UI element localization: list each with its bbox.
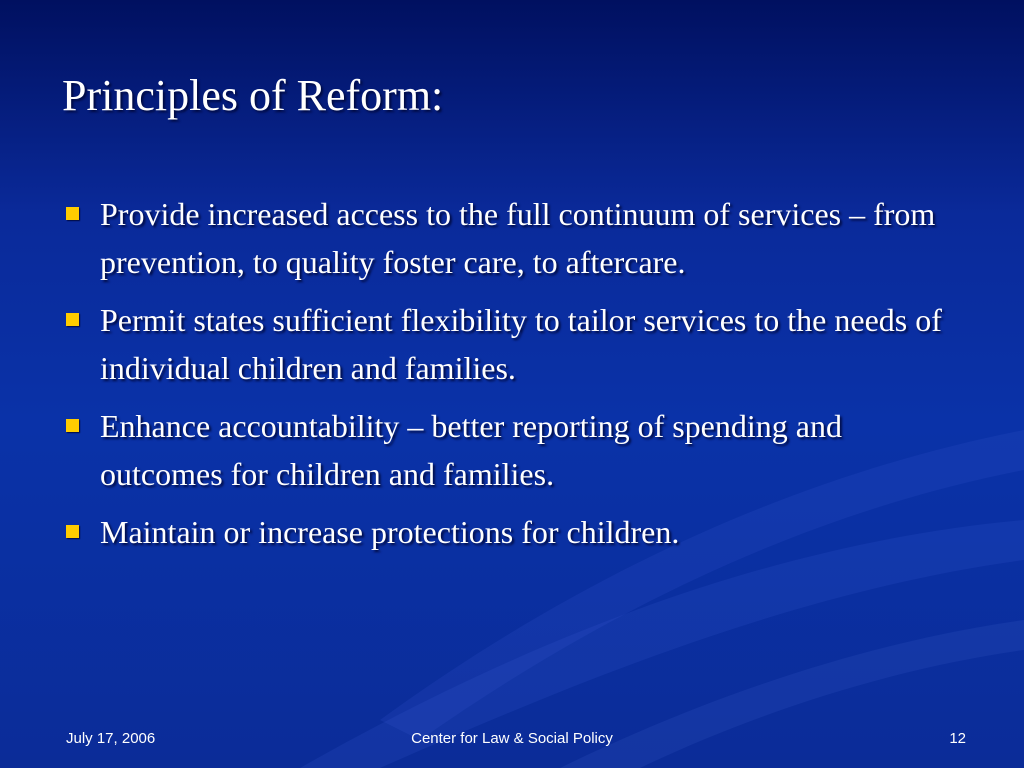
square-bullet-icon xyxy=(66,525,79,538)
footer-page-number: 12 xyxy=(949,730,966,747)
bullet-list xyxy=(66,190,966,566)
slide-title: Principles of Reform: xyxy=(62,71,444,120)
square-bullet-icon xyxy=(66,419,79,432)
square-bullet-icon xyxy=(66,313,79,326)
bullet-text: Provide increased access to the full continuum of services – from prevention, to quality foster care, to aftercare. xyxy=(100,196,936,280)
bullet-text: Maintain or increase protections for children. xyxy=(100,514,680,550)
bullet-text: Permit states sufficient flexibility to tailor services to the needs of individual children and families. xyxy=(100,302,942,386)
footer-organization: Center for Law & Social Policy xyxy=(411,730,613,747)
bullet-item xyxy=(66,296,966,392)
bullet-item xyxy=(66,508,966,556)
square-bullet-icon xyxy=(66,207,79,220)
bullet-item xyxy=(66,190,966,286)
bullet-text: Enhance accountability – better reporting of spending and outcomes for children and families. xyxy=(100,408,842,492)
bullet-item xyxy=(66,402,966,498)
footer-date: July 17, 2006 xyxy=(66,730,156,747)
